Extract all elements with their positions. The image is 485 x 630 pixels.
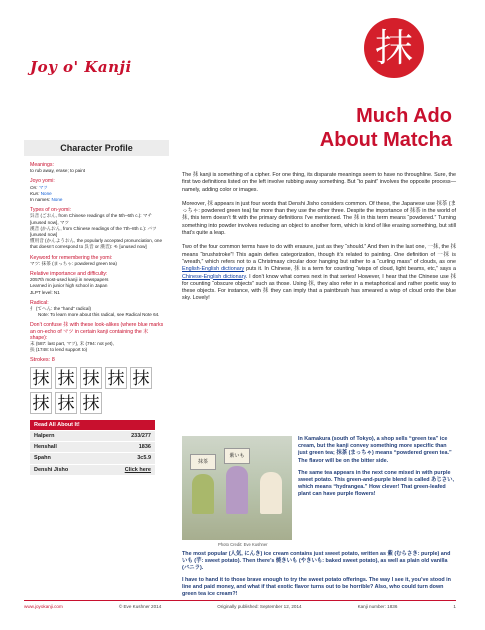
brand-logo: Joy o' Kanji	[30, 58, 132, 76]
table-row	[30, 430, 155, 441]
paragraph-3	[182, 244, 456, 302]
character-profile-sidebar	[24, 140, 169, 475]
joyo-title: Joyo yomi:	[30, 178, 55, 185]
ref-value: 233/277	[99, 430, 155, 441]
keyword-text: マツ: 抹茶 (まっちゃ: powdered green tea)	[30, 260, 117, 266]
radical-note[interactable]: Note: To learn more about this radical, see Radical Note 64.	[38, 312, 160, 318]
photo-label-2: 紫いも	[224, 448, 250, 464]
importance-section	[30, 271, 167, 296]
stroke-step-6: 抹	[30, 392, 52, 414]
confuse-section	[30, 322, 167, 353]
footer-kanji-number: Kanji number: 1836	[357, 604, 398, 609]
meanings-text: to rub away, erase; to paint	[30, 168, 86, 174]
main-article	[182, 172, 456, 310]
strokes-label: Strokes: 8	[30, 357, 55, 364]
keyword-section	[30, 255, 167, 267]
importance-line-2: Learned in junior high school in Japan	[30, 283, 108, 289]
references-table	[30, 420, 155, 475]
ref-name: Denshi Jisho	[30, 464, 99, 475]
paragraph-3-part-a: Two of the four common terms have to do with erasure, just as they “should.” And then in the last one, 一抹, the 抹 means “brushstroke”! This again defies categorization, though it’s related to painting. One definition of 一抹 is “wreath,” which refers not to a Christmasy circular door hanging but rather to a “curling mass” of clouds, as one	[182, 244, 456, 265]
confuse-line-1: 末 (587: last part, マツ), 未 (794: not yet),	[30, 341, 114, 347]
ref-value: 3c5.9	[99, 453, 155, 464]
radical-title: Radical:	[30, 299, 49, 306]
photo-caption: Photo Credit: Eve Kushner	[218, 542, 268, 547]
ref-name: Spahn	[30, 453, 99, 464]
footer-site-link[interactable]: www.joyokanji.com	[24, 604, 63, 609]
names-label: In names:	[30, 197, 51, 203]
onyomi-section	[30, 207, 167, 250]
paragraph-1: The 抹 kanji is something of a cipher. For one thing, its disparate meanings seem to have no throughline. Sure, the first two definitions listed on the left involve rubbing away something. But “to paint” involves the opposite process—namely, adding color or images.	[182, 172, 456, 193]
page-title	[220, 104, 452, 152]
keyword-title: Keyword for remembering the yomi:	[30, 254, 113, 261]
kan-on-text: 漢音 (かんおん, from Chinese readings of the 7th–8th c.): バツ [unused now]	[30, 225, 157, 238]
joyo-section	[30, 178, 167, 203]
meanings-section	[30, 162, 167, 174]
profile-heading: Character Profile	[24, 140, 169, 156]
table-row	[30, 453, 155, 464]
commentary-paragraph-1: In Kamakura (south of Tokyo), a shop sells “green tea” ice cream, but the kanji convey something more specific than just green tea; 抹茶 (まっちゃ) means “powdered green tea.” The flavor will be on the bitter side.	[298, 436, 452, 464]
table-row	[30, 442, 155, 453]
footer	[24, 600, 456, 609]
stroke-step-3: 抹	[80, 367, 102, 389]
radical-section	[30, 300, 167, 319]
on-value: マツ	[38, 184, 48, 190]
onyomi-title: Types of on-yomi:	[30, 207, 71, 214]
chinese-dictionary-link[interactable]: Chinese-English dictionary	[182, 273, 246, 280]
ice-cream-photo	[182, 436, 292, 540]
bottom-paragraph-1: The most popular (人気, にんき) ice cream contains just sweet potato, written as 紫 (むらさき: purple) and いも (芋: sweet potato). Then there’s 焼きいも (やきいも: baked sweet potato), as well as plain old vanilla (バニラ).	[182, 551, 451, 572]
bottom-paragraph-2: I have to hand it to those brave enough to try the sweet potato offerings. The way I see it, you’ve stood in line and paid money, and what if that exotic flavor turns out to be horrible? Also, who could turn down green tea ice cream?!	[182, 576, 451, 598]
commentary-paragraph-2: The same tea appears in the next cone mixed in with purple sweet potato. This green-and-purple blend is called あじさい, which means “hydrangea.” How clever! That green-leafed plant can have purple flowers!	[298, 469, 455, 498]
footer-copyright: © Eve Kushner 2014	[118, 604, 162, 609]
title-line-1: Much Ado	[356, 105, 452, 127]
ref-name: Henshall	[30, 442, 99, 453]
stroke-step-1: 抹	[30, 367, 52, 389]
paragraph-3-part-c: . I don’t know what comes next in that series! However, I hear that the Chinese use 抹 for counting “obscure objects” such as those. Using 抹, they also refer in a metaphorical and rather poetic way to these objects. For instance, with 抹 they can imply that a paintbrush has smeared a wisp of cloud onto the blue sky. Lovely!	[182, 273, 457, 302]
ref-value: 1836	[99, 442, 155, 453]
photo-label-1: 抹茶	[190, 454, 216, 470]
ref-name: Halpern	[30, 430, 99, 441]
meanings-title: Meanings:	[30, 162, 54, 168]
photo-commentary	[298, 436, 456, 504]
stroke-step-8: 抹	[80, 392, 102, 414]
bottom-commentary	[182, 551, 456, 602]
table-row	[30, 464, 155, 475]
english-dictionary-link[interactable]: English-English dictionary	[182, 266, 245, 273]
denshi-jisho-link[interactable]: Click here	[99, 464, 155, 475]
kun-value: None	[40, 190, 52, 196]
footer-page-number: 1	[453, 604, 456, 609]
title-line-2: About Matcha	[319, 129, 452, 151]
references-heading: Read All About It!	[30, 420, 155, 431]
radical-text: 扌 (てへん: the “hand” radical)	[30, 306, 92, 312]
stroke-step-2: 抹	[55, 367, 77, 389]
on-label: On:	[30, 184, 38, 190]
purple-cone	[226, 466, 248, 514]
paragraph-3-part-b: puts it. In Chinese, 抹 is a term for counting “wisps of cloud, light beams, etc,” says a	[244, 266, 456, 273]
stroke-step-7: 抹	[55, 392, 77, 414]
importance-title: Relative importance and difficulty:	[30, 271, 108, 278]
vanilla-cone	[260, 472, 282, 514]
importance-line-3: JLPT level: N1	[30, 289, 60, 295]
stroke-order-grid	[30, 367, 167, 414]
stroke-step-4: 抹	[105, 367, 127, 389]
stroke-step-5: 抹	[130, 367, 152, 389]
footer-published: Originally published: September 12, 2014	[217, 604, 302, 609]
importance-line-1: 2057th most-used kanji in newspapers	[30, 277, 109, 283]
names-value: None	[51, 197, 63, 203]
kanyo-on-text: 慣用音 (かんようおん, the popularly accepted pronunciation, one that doesn’t correspond to 呉音 or 漢音): モ [unused now]	[30, 238, 163, 250]
paragraph-2: Moreover, 抹 appears in just four words that Denshi Jisho considers common. Of these, the Japanese use 抹茶 (まっちゃ: powdered green tea) far more than they use the other three. Despite the importance of 抹茶 in the world of 抹, this term doesn’t fit with the primary definitions I’ve mentioned. The 抹 in this term means “powdered.” Turning something into powder involves reducing an object to another form, which is kind of like erasing something, but still that’s quite a leap.	[182, 200, 456, 237]
go-on-text: 呉音 (ごおん, from Chinese readings of the 5th–6th c.): マチ [unused now], マツ	[30, 213, 153, 225]
kanji-badge: 抹	[364, 18, 424, 78]
confuse-line-2: 扶 (1748: to lend support to)	[30, 347, 88, 353]
kun-label: Kun:	[30, 190, 40, 196]
green-tea-cone	[192, 474, 214, 514]
confuse-title: Don’t confuse 抹 with these look-alikes (where blue marks an on-echo of マツ in certain kanji containing the 末 shape):	[30, 322, 164, 341]
